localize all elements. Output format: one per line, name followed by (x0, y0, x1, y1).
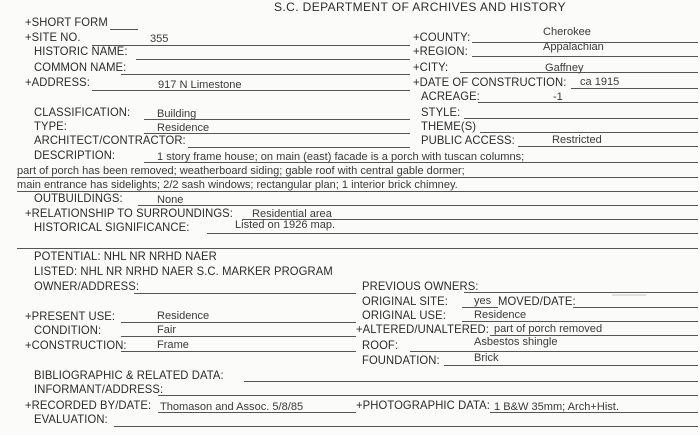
condition-line (121, 336, 356, 337)
original-use-label: ORIGINAL USE: (362, 309, 446, 322)
construction-value: Frame (157, 339, 189, 351)
photographic-data-value: 1 B&W 35mm; Arch+Hist. (494, 401, 619, 413)
bibliographic-label: BIBLIOGRAPHIC & RELATED DATA: (34, 369, 224, 382)
description-line-2: part of porch has been removed; weatherboard siding; gable roof with central gable dormer; (17, 165, 465, 177)
present-use-line (121, 322, 356, 323)
architect-label: ARCHITECT/CONTRACTOR: (34, 134, 186, 147)
outbuildings-label: OUTBUILDINGS: (34, 192, 123, 205)
informant-label: INFORMANT/ADDRESS: (34, 383, 164, 396)
outbuildings-value: None (157, 194, 184, 206)
foundation-label: FOUNDATION: (362, 354, 440, 367)
theme-line (480, 132, 698, 133)
address-value: 917 N Limestone (158, 79, 242, 91)
evaluation-label: EVALUATION: (34, 413, 108, 426)
address-line (92, 90, 410, 91)
city-value: Gaffney (545, 62, 584, 74)
relationship-label: +RELATIONSHIP TO SURROUNDINGS: (25, 207, 233, 220)
public-access-value: Restricted (552, 134, 602, 146)
description-line-1: 1 story frame house; on main (east) facade is a porch with tuscan columns; (157, 151, 525, 163)
classification-label: CLASSIFICATION: (34, 106, 131, 119)
original-site-value: yes (474, 295, 492, 307)
style-line (464, 118, 698, 119)
region-line (472, 56, 698, 57)
present-use-label: +PRESENT USE: (25, 310, 116, 323)
historic-name-line (136, 59, 410, 60)
description-rule-1 (144, 162, 698, 163)
description-rule-2 (17, 177, 698, 178)
condition-value: Fair (157, 324, 177, 336)
owner-address-line (134, 293, 356, 294)
construction-line (121, 351, 356, 352)
potential-label: POTENTIAL: NHL NR NRHD NAER (34, 250, 217, 263)
recorded-by-line (158, 412, 356, 413)
agency-header: S.C. DEPARTMENT OF ARCHIVES AND HISTORY (274, 0, 566, 14)
description-line-3: main entrance has sidelights; 2/2 sash windows; rectangular plan; 1 interior brick chimney. (17, 179, 458, 191)
recorded-by-value: Thomason and Assoc. 5/8/85 (160, 401, 304, 413)
theme-label: THEME(S) (421, 120, 477, 133)
moved-date-line (573, 307, 698, 308)
site-no-label: +SITE NO. (25, 31, 81, 44)
photographic-data-label: +PHOTOGRAPHIC DATA: (356, 399, 491, 412)
style-label: STYLE: (421, 106, 461, 119)
region-label: +REGION: (413, 45, 468, 58)
historic-name-label: HISTORIC NAME: (34, 45, 128, 58)
county-value: Cherokee (543, 26, 591, 38)
previous-owners-label: PREVIOUS OWNERS: (362, 280, 479, 293)
description-label: DESCRIPTION: (34, 149, 116, 162)
condition-label: CONDITION: (34, 324, 102, 337)
acreage-line (478, 102, 698, 103)
classification-value: Building (157, 108, 197, 120)
type-label: TYPE: (34, 120, 67, 133)
recorded-by-label: +RECORDED BY/DATE: (25, 399, 152, 412)
relationship-value: Residential area (252, 208, 332, 220)
evaluation-line (114, 426, 698, 427)
city-line (460, 72, 698, 73)
roof-value: Asbestos shingle (474, 336, 558, 348)
address-label: +ADDRESS: (25, 76, 90, 89)
previous-owners-line (464, 292, 698, 293)
classification-line (144, 119, 410, 120)
historical-significance-line-2 (17, 248, 698, 249)
original-use-value: Residence (474, 309, 527, 321)
altered-value: part of porch removed (494, 323, 603, 335)
original-site-line (462, 307, 498, 308)
date-of-construction-line (571, 88, 698, 89)
roof-line (410, 351, 698, 352)
historical-significance-line (207, 233, 698, 234)
city-label: +CITY: (413, 61, 449, 74)
historical-significance-value: Listed on 1926 map. (235, 219, 336, 231)
site-no-value: 355 (150, 33, 169, 45)
county-label: +COUNTY: (413, 31, 471, 44)
informant-line (158, 395, 698, 396)
original-use-line (462, 321, 698, 322)
acreage-label: ACREAGE: (421, 90, 480, 103)
date-of-construction-label: +DATE OF CONSTRUCTION: (413, 76, 567, 89)
public-access-line (518, 146, 698, 147)
foundation-line (444, 365, 698, 366)
construction-label: +CONSTRUCTION: (25, 339, 127, 352)
historical-significance-label: HISTORICAL SIGNIFICANCE: (34, 221, 190, 234)
architect-line (188, 147, 410, 148)
listed-label: LISTED: NHL NR NRHD NAER S.C. MARKER PROGRAM (34, 265, 333, 278)
public-access-label: PUBLIC ACCESS: (421, 134, 515, 147)
foundation-value: Brick (474, 352, 499, 364)
common-name-label: COMMON NAME: (34, 61, 127, 74)
outbuildings-line (138, 205, 698, 206)
bibliographic-line (244, 381, 698, 382)
site-no-line (92, 45, 410, 46)
short-form-label: +SHORT FORM (25, 16, 108, 29)
short-form-line (110, 29, 138, 30)
date-of-construction-value: ca 1915 (580, 76, 620, 88)
scan-smudge (612, 294, 646, 296)
roof-label: ROOF: (362, 339, 399, 352)
common-name-line (121, 74, 410, 75)
present-use-value: Residence (157, 310, 210, 322)
altered-label: +ALTERED/UNALTERED: (356, 323, 489, 336)
photographic-data-line (490, 412, 698, 413)
moved-date-label: MOVED/DATE: (498, 295, 576, 308)
acreage-value: -1 (553, 91, 563, 103)
type-value: Residence (157, 122, 210, 134)
region-value: Appalachian (543, 41, 604, 53)
owner-address-label: OWNER/ADDRESS: (34, 280, 140, 293)
original-site-label: ORIGINAL SITE: (362, 295, 448, 308)
